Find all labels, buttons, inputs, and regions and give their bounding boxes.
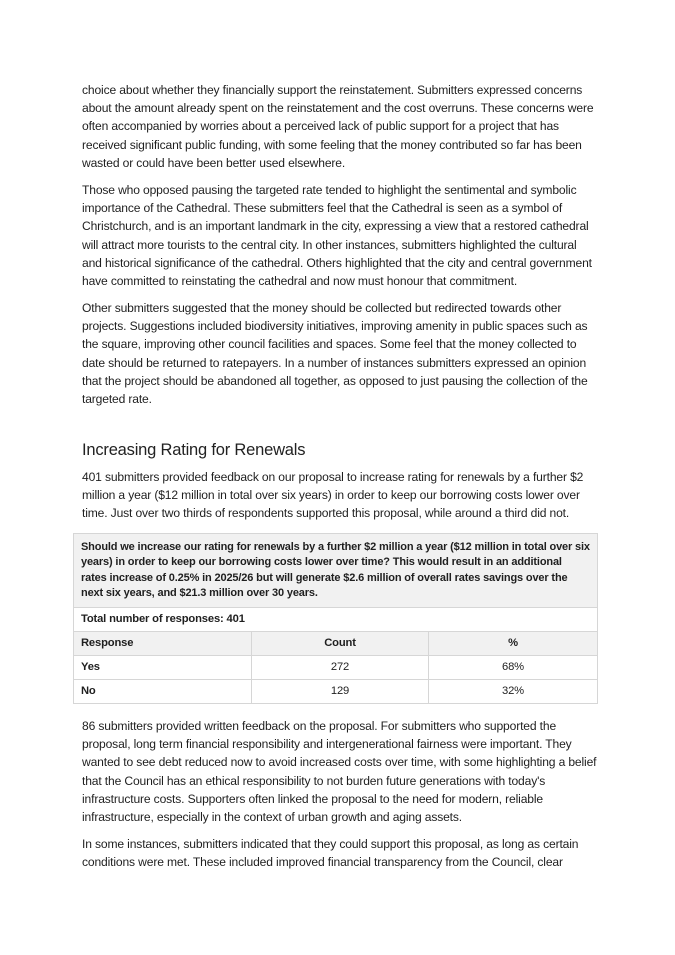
paragraph-cost-concerns: choice about whether they financially support the reinstatement. Submitters expressed concerns about the amount already spent on the reinstatement and the cost overruns. These concerns were often accompanied by worries about a perceived lack of public support for a project that has received significant public funding, with some feeling that the money contributed so far has been wasted or could have been better used elsewhere. xyxy=(82,83,594,170)
paragraph-renewals-intro: 401 submitters provided feedback on our proposal to increase rating for renewals by a further $2 million a year ($12 million in total over six years) in order to keep our borrowing costs lower over time. Just over two thirds of respondents supported this proposal, while around a third did not. xyxy=(82,470,584,521)
paragraph-redirect-money: Other submitters suggested that the money should be collected but redirected towards other projects. Suggestions included biodiversity initiatives, improving amenity in public spaces such as the square, improving other council facilities and spaces. Some feel that the money collected to date should be returned to ratepayers. In a number of instances submitters expressed an opinion that the project should be abandoned all together, as opposed to just pausing the collection of the targeted rate. xyxy=(82,301,588,407)
table-row xyxy=(74,679,598,703)
paragraph-opposed-pausing: Those who opposed pausing the targeted rate tended to highlight the sentimental and symbolic importance of the Cathedral. These submitters feel that the Cathedral is seen as a symbol of Christchurch, and is an important landmark in the city, expressing a view that a restored cathedral will attract more tourists to the central city. In other instances, submitters highlighted the cultural and historical significance of the cathedral. Others highlighted that the city and central government have committed to reinstating the cathedral and now must honour that commitment. xyxy=(82,183,592,289)
survey-question: Should we increase our rating for renewals by a further $2 million a year ($12 million in total over six years) in order to keep our borrowing costs lower over time? This would result in an additional rates increase of 0.25% in 2025/26 but will generate $2.6 million of overall rates savings over the next six years, and $21.3 million over 30 years. xyxy=(74,534,598,608)
paragraph-conditional-support: In some instances, submitters indicated that they could support this proposal, as long as certain conditions were met. These included improved financial transparency from the Council, clear xyxy=(82,837,579,870)
response-percent: 32% xyxy=(429,679,598,703)
table-row xyxy=(74,655,598,679)
column-header-response: Response xyxy=(74,631,252,655)
response-count: 129 xyxy=(252,679,429,703)
header-row xyxy=(74,631,598,655)
total-row xyxy=(74,607,598,631)
section-heading-renewals: Increasing Rating for Renewals xyxy=(82,441,306,459)
question-row xyxy=(74,534,598,608)
survey-results-table xyxy=(73,533,598,704)
response-count: 272 xyxy=(252,655,429,679)
response-label: Yes xyxy=(74,655,252,679)
column-header-count: Count xyxy=(252,631,429,655)
response-percent: 68% xyxy=(429,655,598,679)
response-label: No xyxy=(74,679,252,703)
total-responses: Total number of responses: 401 xyxy=(74,607,598,631)
column-header-percent: % xyxy=(429,631,598,655)
paragraph-written-feedback: 86 submitters provided written feedback on the proposal. For submitters who supported the proposal, long term financial responsibility and intergenerational fairness were important. They wanted to see debt reduced now to avoid increased costs over time, with some highlighting a belief that the Council has an ethical responsibility to not burden future generations with today's infrastructure costs. Supporters often linked the proposal to the need for modern, reliable infrastructure, especially in the context of urban growth and aging assets. xyxy=(82,719,597,825)
